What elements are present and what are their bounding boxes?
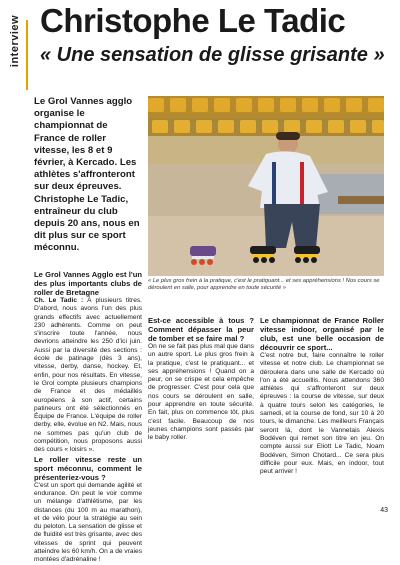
- answer-3: On ne se fait pas plus mal que dans un autre sport. Le plus gros frein à la pratique, c'est le pratiquant... et ses appréhensions ! Quand on a peur, on se crispe et cela empêche de progresser. C'est pour cela que nos cours se déroulent en salle, pour apprendre en toute sécurité. En fait, plus on commence tôt, plus c'est facile. Beaucoup de nos jeunes champions sont passés par le baby roller.: [148, 343, 254, 442]
- question-2: Le roller vitesse reste un sport méconnu, comment le présenteriez-vous ?: [34, 454, 142, 482]
- photo-caption: « Le plus gros frein à la pratique, c'est le pratiquant... et ses appréhensions ! Nos cours se déroulent en salle, pour apprendre en toute sécurité »: [148, 278, 380, 291]
- section-tab-bar: [26, 20, 28, 90]
- answer-4: C'est notre but, faire connaître le roller vitesse et notre club. Le championnat se déroulera dans une salle de Kercado où l'on a été accueillis. Nous attendons 360 athlètes qui s'affronteront sur deux épreuves : la course de vitesse, sur deux à quatre tours selon les catégories, le samedi, et la course de fond, sur 10 à 20 tours, le dimanche. Les meilleurs Français seront là, dont le Vannetais Alexis Bodéven qui remet son titre en jeu. On compte aussi sur Eliott Le Tadic, Noam Bodéven, Simon Chotard... Ce sera plus difficile pour eux. Mais, en indoor, tout peut arriver !: [260, 352, 384, 476]
- coach-photo: [148, 96, 384, 276]
- question-3: Est-ce accessible à tous ? Comment dépasser la peur de tomber et se faire mal ?: [148, 316, 254, 343]
- page-number: 43: [380, 507, 388, 514]
- column-2: [148, 316, 254, 443]
- column-1: [34, 270, 142, 565]
- article-title: Christophe Le Tadic: [40, 2, 346, 39]
- answer-1-text: À plusieurs titres. D'abord, nous avons l'un des plus grands effectifs avec actuellement 230 adhérents. Comme on peut s'inscrire toute l'année, nous devrions atteindre les 250 d'ici juin. Aussi par la diversité des sections : école de patinage (dès 3 ans), vitesse, derby, danse, hockey. Et, enfin, pour nos résultats. En vitesse, le Grol compte plusieurs champions de France et des médaillés européens à son actif, certains patineurs ont été sélectionnés en Équipe de France. L'équipe de roller derby, elle, évolue en N2. Mais, nous ne sommes pas qu'un club de compétition, nous proposons aussi des cours « loisirs ».: [34, 297, 143, 454]
- answer-1-speaker: Ch. Le Tadic :: [34, 297, 84, 304]
- column-3: [260, 316, 384, 476]
- answer-2: C'est un sport qui demande agilité et endurance. On peut le voir comme un mélange d'athlétisme, par les distances (du 100 m au marathon), et de vélo pour la stratégie au sein du peloton. La sensation de glisse et de fluidité est très grisante, avec des vitesses de sprint qui peuvent atteindre les 60 km/h. On a de vraies montées d'adrénaline !: [34, 481, 142, 564]
- question-4: Le championnat de France Roller vitesse indoor, organisé par le club, est une belle occasion de découvrir ce sport...: [260, 316, 384, 352]
- article-subtitle: « Une sensation de glisse grisante »: [40, 44, 385, 66]
- answer-1: [34, 297, 142, 455]
- section-tab: [4, 10, 24, 80]
- question-1: Le Grol Vannes Agglo est l'un des plus importants clubs de roller de Bretagne: [34, 270, 142, 297]
- article-intro: Le Grol Vannes agglo organise le championnat de France de roller vitesse, les 8 et 9 février, à Kercado. Les athlètes s'affronteront sur deux épreuves. Christophe Le Tadic, entraîneur du club depuis 20 ans, nous en dit plus sur ce sport méconnu.: [34, 96, 140, 254]
- section-tab-label: interview: [9, 14, 21, 68]
